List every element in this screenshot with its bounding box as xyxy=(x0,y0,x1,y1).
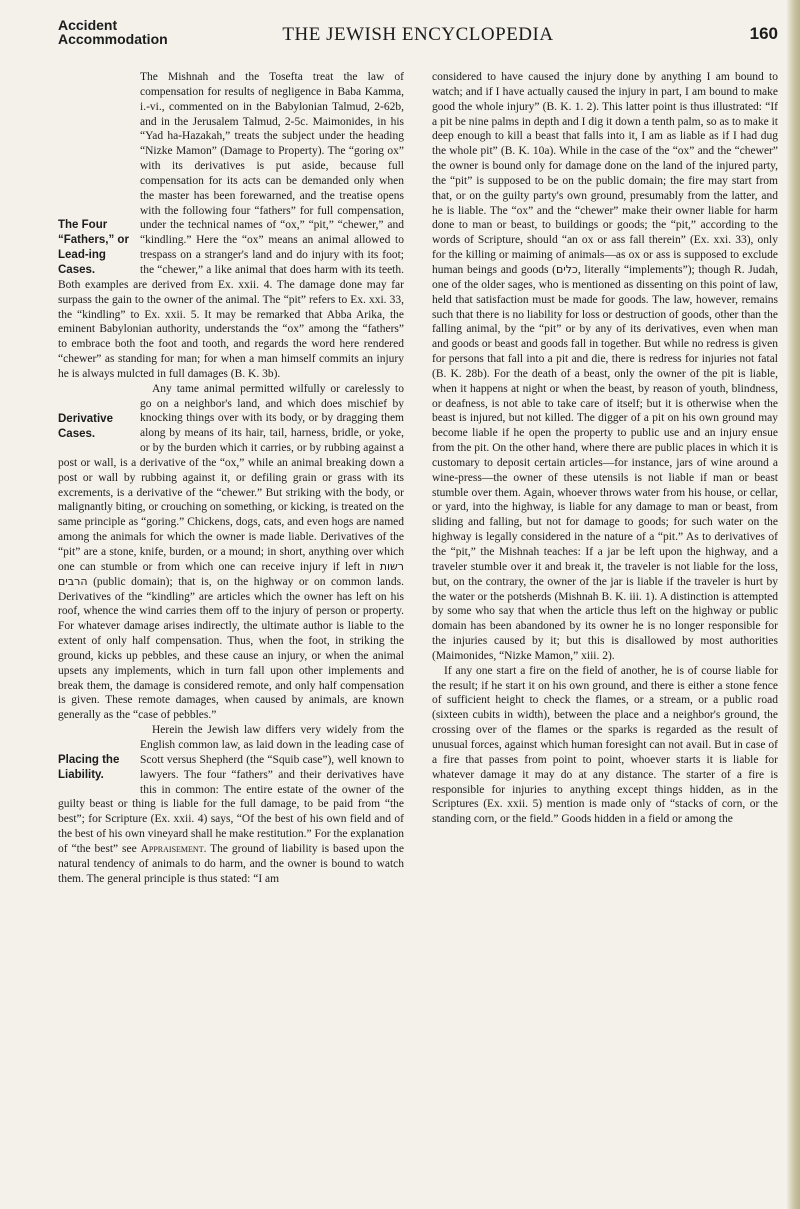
cross-reference-link[interactable]: Appraisement xyxy=(140,842,204,855)
paragraph xyxy=(432,70,778,664)
hebrew-term-implements: כלים xyxy=(556,262,578,276)
page-edge xyxy=(786,0,800,1209)
header-title: THE JEWISH ENCYCLOPEDIA xyxy=(282,24,554,45)
paragraph-text: If any one start a fire on the field of another, he is of course liable for the result; if he start it on his own ground, and there is either a stone fence of sufficient height to check the flames, or a stream, or a public road (sixteen cubits in width), between the place and a neighbor's ground, the crossing over of the flames or the sparks is regarded as the result of unusual forces, against which human foresight can not avail. But in case of a fire that passes from point to point, whoever starts it is liable for whatever damage it may do at any distance. The starter of a fire is responsible for injuries to anything except things hidden, as in the Scriptures (Ex. xxii. 5) mention is made only of “stacks of corn, or the standing corn, or the field.” Goods hidden in a field or among the xyxy=(432,664,778,826)
left-column xyxy=(58,70,404,886)
paragraph-text: (public domain); that is, on the highway or on common lands. Derivatives of the “kindling” are articles which the owner has left on his roof, whence the wind carries them off to the injury of person or property. For whatever damage arises indirectly, the ultimate author is liable to the extent of only half compensation. Thus, when the foot, in striking the ground, kicks up pebbles, and these cause an injury, or when the animal upsets any implements, which in turn fall upon other implements and break them, the damage is considered remote, and only half compensation is given. These remote damages, when caused by animals, are known generally as the “case of pebbles.” xyxy=(58,575,404,722)
paragraph-text: , literally “implements”); though R. Judah, one of the older sages, who is mentioned as dissenting on this point of law, held that satisfaction must be made for goods. The law, however, remains such that there is no liability for loss or destruction of goods, other than the falling animal, by the “pit” or by any of its derivatives, even when man and goods or beast and goods fall in together. But while no redress is given for persons that fall into a pit and die, there is redress for injuries not fatal (B. K. 28b). For the death of a beast, only the owner of the pit is liable, when it happens at night or when the beast, by reason of youth, blindness, or deafness, is not able to take care of itself; but it is otherwise when the beast is injured, but not killed. The digger of a pit on his own ground may become liable if he open the property to public use and an injury ensue from the pit. On the other hand, where there are public places in which it is customary to deposit certain articles—for instance, jars of wine around a wine-press—the owner of these utensils is not liable if man or beast stumble over them. Again, whoever throws water from his house, or cellar, or yard, into the highway, is liable for any damage to man or beast, from sliding and falling, but not for damage to goods; for such water on the highway is legally considered in the nature of a “pit.” As to derivatives of the “pit,” the Mishnah teaches: If a jar be left upon the highway, and a traveler stumble over it and break it, the traveler is not liable for the loss, but, on the contrary, the owner of the jar is liable if the traveler is hurt by the water or the potsherds (Mishnah B. K. iii. 1). A distinction is attempted by some who say that when the article thus left on the highway or public domain has been abandoned by its owner he is no longer responsible for the injuries caused by it; but this is disallowed by most authorities (Maimonides, “Nizke Mamon,” xiii. 2). xyxy=(432,263,779,662)
paragraph-text: Any tame animal permitted wilfully or carelessly to go on a neighbor's land, and which does mischief by knocking things over with its body, or by dragging them along by means of its hair, tail, harness, bridle, or yoke, or by the burden which it carries, or by rubbing against a post or wall, is a derivative of the “ox,” while an animal breaking down a post or wall by rubbing against it, or defiling grain or grass with its excrements, is a derivative of the “chewer.” But striking with the body, or malignantly biting, or crouching on something, or kicking, is treated on the same principle as “goring.” Chickens, dogs, cats, and even hogs are named among the animals for which the owner is made liable. Derivatives of the “pit” are a stone, knife, burden, or a mound; in short, anything over which one can stumble or from which one can receive injury if left in xyxy=(58,382,404,573)
page-number: 160 xyxy=(749,24,778,43)
paragraph xyxy=(58,382,404,723)
paragraph xyxy=(58,70,404,382)
paragraph-text: Herein the Jewish law differs very widely from the English common law, as laid down in the leading case of Scott versus Shepherd (the “Squib case”), well known to lawyers. The four “fathers” and their derivatives have this in common: The entire estate of the owner of the guilty beast or thing is liable for the full damage, to be paid from “the best”; for Scripture (Ex. xxii. 4) says, “Of the best of his own field and of the best of his own vineyard shall he make restitution.” For the explanation of “the best” see xyxy=(58,724,404,855)
paragraph xyxy=(58,723,404,886)
paragraph xyxy=(432,664,778,827)
header-topic-line2: Accommodation xyxy=(58,31,168,47)
paragraph-text: The Mishnah and the Tosefta treat the law of compensation for results of negligence in Baba Kamma, i.-vi., commented on in the Babylonian Talmud, 2-62b, and in the Jerusalem Talmud, 2-5c. Maimonides, in his “Yad ha-Hazakah,” treats the subject under the heading “Nizke Mamon” (Damage to Property). The “goring ox” with its derivatives is put aside, because full compensation for its acts can be demanded only when the master has been forewarned, and the treatise opens with the following four “fathers” for full compensation, under the technical names of “ox,” “pit,” “chewer,” and “kindling.” Here the “ox” means an animal allowed to trespass on a stranger's land and do injury with its foot; the “chewer,” a like animal that does harm with its teeth. Both examples are derived from Ex. xxii. 4. The damage done may far surpass the gain to the owner of the animal. The “pit” refers to Ex. xxi. 33, the “kindling” to Ex. xxii. 5. It may be remarked that Abba Arika, the eminent Babylonian authority, understands the “ox” among the “fathers” to embrace both the foot and tooth, and regards the word here rendered “chewer” as standing for man; for when a man himself commits an injury he is always mulcted in full damages (B. K. 3b). xyxy=(58,71,404,380)
paragraph-text: . The ground of liability is based upon the natural tendency of animals to do harm, and the owner is bound to watch them. The general principle is thus stated: “I am xyxy=(58,842,405,885)
hebrew-term-public-domain: רשות הרבים xyxy=(58,559,404,588)
sidenote-four-fathers: The Four “Fathers,” or Lead-ing Cases. xyxy=(58,219,129,276)
sidenote-derivative-cases: Derivative Cases. xyxy=(58,412,113,440)
right-column xyxy=(432,70,778,827)
sidenote-placing-liability: Placing the Liability. xyxy=(58,754,120,781)
running-header xyxy=(58,16,778,56)
header-topic-line1: Accident xyxy=(58,17,118,33)
paragraph-text: considered to have caused the injury done by anything I am bound to watch; and if I have actually caused the injury in part, I am bound to make good the whole injury” (B. K. 1. 2). This latter point is thus illustrated: “If a pit be nine palms in depth and I dig it down a tenth palm, so as to make it deep enough to kill a beast that falls into it, I am as liable as if I had dug the whole pit” (B. K. 10a). While in the case of the “ox” and the “chewer” the owner is bound only for damage done on the land of the injured party, the “pit” is supposed to be on the public domain; the fire may start from that, or on the guilty party's own ground, presumably from the latter, and he is liable. The “ox” and the “chewer” make their owner liable for harm done to man or beast, to buildings or goods; the “pit,” according to the words of Scripture, should “an ox or ass fall therein” (Ex. xxi. 33), only for the killing or maiming of animals—as ox or ass is supposed to exclude human beings and goods ( xyxy=(432,71,778,276)
